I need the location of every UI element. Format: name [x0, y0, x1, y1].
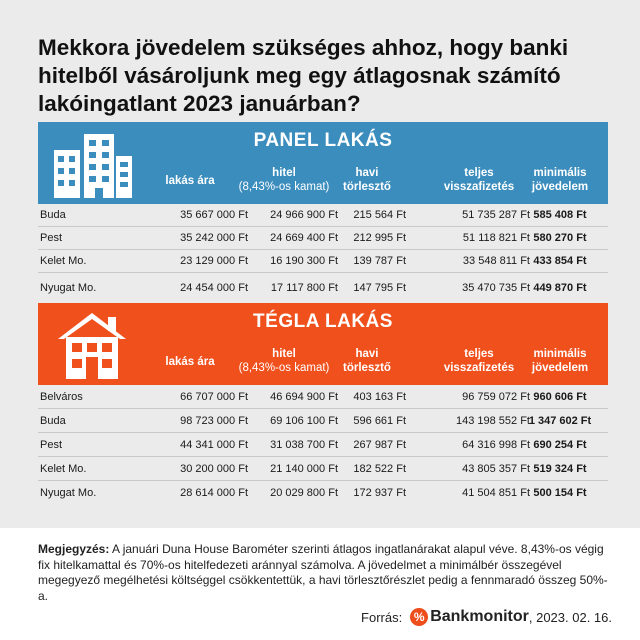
note-label: Megjegyzés: — [38, 542, 110, 556]
brand-name: Bankmonitor — [430, 608, 529, 625]
price-cell: 44 341 000 Ft — [180, 438, 248, 451]
region-cell: Kelet Mo. — [40, 255, 87, 267]
table-row — [38, 433, 608, 457]
price-cell: 28 614 000 Ft — [180, 487, 248, 499]
brand-logo — [410, 608, 529, 626]
loan-cell: 31 038 700 Ft — [270, 438, 338, 451]
loan-cell: 24 669 400 Ft — [270, 232, 338, 244]
col-loan-sub: (8,43%-os kamat) — [238, 362, 330, 374]
income-cell: 585 408 Ft — [533, 209, 587, 221]
income-cell: 580 270 Ft — [533, 232, 587, 244]
total-cell: 41 504 851 Ft — [462, 487, 530, 499]
price-cell: 30 200 000 Ft — [180, 462, 248, 475]
income-cell: 519 324 Ft — [533, 462, 587, 475]
table-row — [38, 204, 608, 227]
region-cell: Buda — [40, 414, 66, 427]
col-price: lakás ára — [165, 175, 215, 187]
page-title: Mekkora jövedelem szükséges ahhoz, hogy banki hitelből vásároljunk meg egy átlagosnak számító lakóingatlant 2023 januárban? — [38, 35, 569, 116]
loan-cell: 24 966 900 Ft — [270, 209, 338, 221]
region-cell: Nyugat Mo. — [40, 487, 97, 499]
total-cell: 33 548 811 Ft — [462, 255, 530, 267]
income-cell: 433 854 Ft — [533, 255, 587, 267]
total-cell: 43 805 357 Ft — [462, 462, 530, 475]
col-income-a: minimális — [533, 167, 587, 179]
region-cell: Kelet Mo. — [40, 462, 87, 475]
loan-cell: 17 117 800 Ft — [270, 282, 338, 294]
income-cell: 449 870 Ft — [533, 282, 587, 294]
col-loan-label: hitel — [272, 167, 296, 179]
price-cell: 35 667 000 Ft — [180, 209, 248, 221]
income-cell: 500 154 Ft — [533, 487, 587, 499]
loan-cell: 46 694 900 Ft — [270, 390, 338, 403]
panel-header — [38, 122, 608, 204]
loan-cell: 20 029 800 Ft — [270, 487, 338, 499]
col-total-b: visszafizetés — [443, 181, 515, 193]
col-loan-sub: (8,43%-os kamat) — [238, 181, 330, 193]
col-price: lakás ára — [165, 356, 215, 368]
col-total-a: teljes — [464, 348, 494, 360]
price-cell: 23 129 000 Ft — [180, 255, 248, 267]
note — [38, 542, 608, 604]
source-label: Forrás: — [361, 609, 403, 625]
monthly-cell: 403 163 Ft — [353, 390, 406, 403]
col-loan-label: hitel — [272, 348, 296, 360]
table-row — [38, 385, 608, 409]
monthly-cell: 212 995 Ft — [353, 232, 406, 244]
col-monthly-b: törlesztő — [343, 181, 391, 193]
price-cell: 66 707 000 Ft — [180, 390, 248, 403]
note-text: A januári Duna House Barométer szerinti átlagos ingatlanárakat alapul véve. 8,43%-os végig fix hitelkamattal és 70%-os hitelfedezeti aránnyal számolva. A jövedelmet a minimálbér összegével megegyező megélhetési költséggel csökkentettük, a havi törlesztőrészlet pedig a fennmaradó összeg 50%-a. — [38, 542, 608, 603]
total-cell: 96 759 072 Ft — [462, 390, 530, 403]
total-cell: 64 316 998 Ft — [462, 438, 530, 451]
tegla-heading: TÉGLA LAKÁS — [253, 311, 393, 332]
monthly-cell: 147 795 Ft — [353, 282, 406, 294]
monthly-cell: 267 987 Ft — [353, 438, 406, 451]
col-income-b: jövedelem — [531, 181, 589, 193]
loan-cell: 21 140 000 Ft — [270, 462, 338, 475]
income-cell: 1 347 602 Ft — [528, 414, 592, 427]
col-income — [512, 166, 608, 194]
monthly-cell: 139 787 Ft — [353, 255, 406, 267]
table-row — [38, 250, 608, 273]
price-cell: 98 723 000 Ft — [180, 414, 248, 427]
col-income — [512, 347, 608, 375]
monthly-cell: 172 937 Ft — [353, 487, 406, 499]
col-income-a: minimális — [533, 348, 587, 360]
source — [361, 608, 612, 626]
tegla-header — [38, 303, 608, 385]
table-row — [38, 457, 608, 481]
monthly-cell: 215 564 Ft — [353, 209, 406, 221]
region-cell: Belváros — [40, 390, 83, 403]
source-date: , 2023. 02. 16. — [528, 609, 612, 625]
price-cell: 24 454 000 Ft — [180, 282, 248, 294]
price-cell: 35 242 000 Ft — [180, 232, 248, 244]
total-cell: 143 198 552 Ft — [455, 414, 530, 427]
total-cell: 51 735 287 Ft — [462, 209, 530, 221]
table-row — [38, 227, 608, 250]
col-total-b: visszafizetés — [443, 362, 515, 374]
percent-logo-icon: % — [410, 608, 428, 626]
col-monthly — [322, 347, 412, 375]
region-cell: Nyugat Mo. — [40, 282, 97, 294]
col-monthly — [322, 166, 412, 194]
col-income-b: jövedelem — [531, 362, 589, 374]
loan-cell: 16 190 300 Ft — [270, 255, 338, 267]
footer — [0, 528, 640, 640]
panel-heading: PANEL LAKÁS — [253, 130, 393, 151]
monthly-cell: 182 522 Ft — [353, 462, 406, 475]
region-cell: Buda — [40, 209, 66, 221]
total-cell: 35 470 735 Ft — [462, 282, 530, 294]
region-cell: Pest — [40, 438, 63, 451]
income-cell: 690 254 Ft — [533, 438, 587, 451]
table-row — [38, 481, 608, 505]
col-monthly-a: havi — [355, 167, 379, 179]
tegla-table — [38, 385, 608, 505]
col-monthly-b: törlesztő — [343, 362, 391, 374]
table-row — [38, 409, 608, 433]
col-monthly-a: havi — [355, 348, 379, 360]
income-cell: 960 606 Ft — [533, 390, 587, 403]
loan-cell: 69 106 100 Ft — [270, 414, 338, 427]
total-cell: 51 118 821 Ft — [462, 232, 530, 244]
panel-table — [38, 204, 608, 303]
table-row — [38, 273, 608, 303]
monthly-cell: 596 661 Ft — [353, 414, 406, 427]
col-total-a: teljes — [464, 167, 494, 179]
region-cell: Pest — [40, 232, 63, 244]
